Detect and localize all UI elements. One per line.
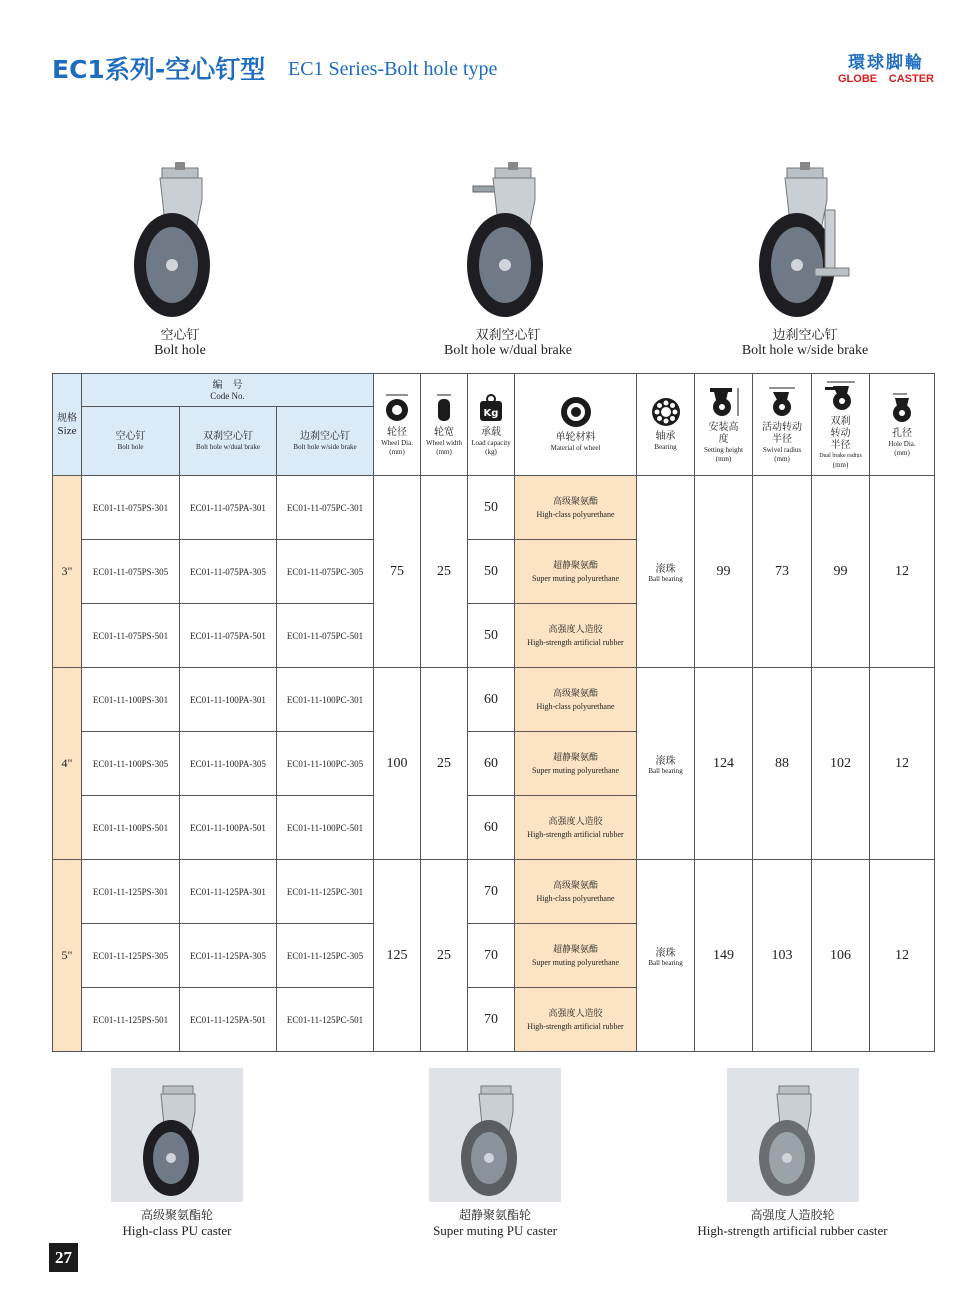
bearing-cell (637, 668, 695, 860)
bearing-cell (637, 860, 695, 1052)
code-dual-brake: EC01-11-100PA-305 (180, 732, 277, 796)
material-en: High-class polyurethane (536, 701, 615, 711)
product-caption-en: Bolt hole w/dual brake (444, 343, 572, 358)
sample-caption-en: High-strength artificial rubber caster (697, 1223, 888, 1238)
caster-photo (727, 1068, 859, 1202)
load-cell: 70 (468, 924, 515, 988)
code-header: 编 号 Code No. (82, 374, 374, 407)
code-side-brake: EC01-11-125PC-305 (277, 924, 374, 988)
col-swivel-radius: 活动转动半径 Swivel radius (mm) (753, 374, 812, 476)
svg-text:Kg: Kg (483, 407, 499, 419)
material-en: Super muting polyurethane (531, 957, 620, 967)
code-bolt-hole: EC01-11-125PS-305 (82, 924, 180, 988)
code-bolt-hole: EC01-11-100PS-501 (82, 796, 180, 860)
caster-dual-brake-icon (443, 160, 573, 320)
hole-diameter-icon (887, 392, 917, 424)
sample-caption-en: Super muting PU caster (433, 1223, 557, 1238)
hole-dia-cell: 12 (870, 476, 935, 668)
sample-caption-cn: 高级聚氨酯轮 (140, 1208, 213, 1222)
col-wheel-width: 轮宽 Wheel width (mm) (421, 374, 468, 476)
setting-height-cell: 124 (695, 668, 753, 860)
product-side-brake (705, 160, 905, 359)
size-cell: 5" (53, 860, 82, 1052)
col-setting-height: 安装高度 Setting height (mm) (695, 374, 753, 476)
material-cn: 高级聚氨酯 (553, 880, 599, 891)
load-cell: 60 (468, 668, 515, 732)
code-side-brake: EC01-11-075PC-305 (277, 540, 374, 604)
code-dual-brake: EC01-11-075PA-501 (180, 604, 277, 668)
code-dual-brake: EC01-11-125PA-305 (180, 924, 277, 988)
setting-height-cell: 99 (695, 476, 753, 668)
col-hole-dia: 孔径 Hole Dia. (mm) (870, 374, 935, 476)
load-cell: 60 (468, 796, 515, 860)
col-load: Kg 承载 Load capacity (kg) (468, 374, 515, 476)
load-cell: 70 (468, 860, 515, 924)
caster-icon (727, 1068, 859, 1202)
bearing-cn: 滚珠 (655, 756, 676, 767)
weight-kg-icon (478, 393, 504, 423)
dual-radius-cell: 102 (812, 668, 870, 860)
bearing-cell (637, 476, 695, 668)
product-caption-cn: 边刹空心钉 (772, 328, 838, 343)
code-col-dual-brake: 双刹空心钉 Bolt hole w/dual brake (180, 407, 277, 476)
material-en: Super muting polyurethane (531, 573, 620, 583)
caster-side-brake-icon (745, 160, 865, 320)
sample-caption-en: High-class PU caster (122, 1223, 232, 1238)
code-side-brake: EC01-11-075PC-301 (277, 476, 374, 540)
material-cn: 超静聚氨酯 (553, 752, 599, 763)
code-dual-brake: EC01-11-125PA-301 (180, 860, 277, 924)
load-cell: 50 (468, 604, 515, 668)
code-bolt-hole: EC01-11-075PS-501 (82, 604, 180, 668)
material-cn: 超静聚氨酯 (553, 944, 599, 955)
material-cn: 高强度人造胶 (548, 1008, 603, 1019)
brand-name-en-1: GLOBE (838, 73, 878, 85)
page-title: EC1系列-空心钉型 (52, 55, 266, 84)
size-cell: 3" (53, 476, 82, 668)
page-number: 27 (49, 1243, 78, 1272)
bearing-icon (651, 397, 681, 427)
hole-dia-cell: 12 (870, 668, 935, 860)
material-en: Super muting polyurethane (531, 765, 620, 775)
material-cell (515, 988, 637, 1052)
page-subtitle: EC1 Series-Bolt hole type (288, 58, 498, 80)
material-cell (515, 540, 637, 604)
sample-caption-cn: 高强度人造胶轮 (750, 1208, 835, 1222)
code-bolt-hole: EC01-11-125PS-501 (82, 988, 180, 1052)
wheel-width-cell: 25 (421, 860, 468, 1052)
product-dual-brake (408, 160, 608, 359)
product-caption-cn: 双刹空心钉 (475, 328, 541, 343)
code-bolt-hole: EC01-11-100PS-301 (82, 668, 180, 732)
code-side-brake: EC01-11-125PC-501 (277, 988, 374, 1052)
code-dual-brake: EC01-11-075PA-305 (180, 540, 277, 604)
code-side-brake: EC01-11-125PC-301 (277, 860, 374, 924)
material-cell (515, 796, 637, 860)
material-cn: 高级聚氨酯 (553, 496, 599, 507)
spec-table (52, 373, 935, 1052)
brand-logo (836, 48, 936, 85)
code-col-bolt-hole: 空心钉 Bolt hole (82, 407, 180, 476)
size-cell: 4" (53, 668, 82, 860)
caster-icon (111, 1068, 243, 1202)
product-caption-en: Bolt hole (154, 343, 206, 358)
material-cell (515, 604, 637, 668)
code-col-side-brake: 边刹空心钉 Bolt hole w/side brake (277, 407, 374, 476)
code-side-brake: EC01-11-075PC-501 (277, 604, 374, 668)
code-side-brake: EC01-11-100PC-301 (277, 668, 374, 732)
material-en: High-class polyurethane (536, 509, 615, 519)
material-cn: 超静聚氨酯 (553, 560, 599, 571)
load-cell: 50 (468, 476, 515, 540)
product-bolt-hole (80, 160, 280, 359)
swivel-radius-cell: 103 (753, 860, 812, 1052)
col-material: 单轮材料 Material of wheel (515, 374, 637, 476)
sample-caption-cn: 超静聚氨酯轮 (458, 1208, 531, 1222)
code-dual-brake: EC01-11-100PA-301 (180, 668, 277, 732)
dual-radius-cell: 99 (812, 476, 870, 668)
material-cn: 高强度人造胶 (548, 624, 603, 635)
code-bolt-hole: EC01-11-125PS-301 (82, 860, 180, 924)
dual-brake-radius-icon (823, 380, 859, 412)
material-en: High-strength artificial rubber (527, 637, 624, 647)
col-bearing: 轴承 Bearing (637, 374, 695, 476)
wheel-material-icon (560, 396, 592, 428)
hole-dia-cell: 12 (870, 860, 935, 1052)
size-header: 规格 Size (53, 374, 82, 476)
bearing-en: Ball bearing (648, 767, 683, 775)
bearing-en: Ball bearing (648, 575, 683, 583)
wheel-width-cell: 25 (421, 476, 468, 668)
sample-muting-caster (405, 1068, 585, 1239)
sample-pu-caster (98, 1068, 256, 1239)
caster-photo (429, 1068, 561, 1202)
wheel-dia-cell: 100 (374, 668, 421, 860)
material-en: High-strength artificial rubber (527, 829, 624, 839)
caster-icon (429, 1068, 561, 1202)
bearing-cn: 滚珠 (655, 948, 676, 959)
material-cell (515, 476, 637, 540)
code-bolt-hole: EC01-11-075PS-301 (82, 476, 180, 540)
code-dual-brake: EC01-11-125PA-501 (180, 988, 277, 1052)
wheel-width-cell: 25 (421, 668, 468, 860)
wheel-diameter-icon (384, 393, 410, 423)
bearing-cn: 滚珠 (655, 564, 676, 575)
load-cell: 60 (468, 732, 515, 796)
swivel-radius-icon (765, 386, 799, 418)
material-cell (515, 668, 637, 732)
product-caption-en: Bolt hole w/side brake (741, 343, 869, 358)
code-bolt-hole: EC01-11-100PS-305 (82, 732, 180, 796)
table-row (53, 476, 935, 540)
code-side-brake: EC01-11-100PC-305 (277, 732, 374, 796)
load-cell: 70 (468, 988, 515, 1052)
code-dual-brake: EC01-11-100PA-501 (180, 796, 277, 860)
code-dual-brake: EC01-11-075PA-301 (180, 476, 277, 540)
bearing-en: Ball bearing (648, 959, 683, 967)
load-cell: 50 (468, 540, 515, 604)
material-cn: 高强度人造胶 (548, 816, 603, 827)
swivel-radius-cell: 88 (753, 668, 812, 860)
material-en: High-class polyurethane (536, 893, 615, 903)
code-side-brake: EC01-11-100PC-501 (277, 796, 374, 860)
material-cell (515, 732, 637, 796)
material-en: High-strength artificial rubber (527, 1021, 624, 1031)
sample-rubber-caster (690, 1068, 895, 1239)
wheel-dia-cell: 125 (374, 860, 421, 1052)
material-cell (515, 924, 637, 988)
caster-photo (111, 1068, 243, 1202)
brand-name-en-2: CASTER (888, 73, 934, 85)
material-cell (515, 860, 637, 924)
caster-icon (120, 160, 240, 320)
code-bolt-hole: EC01-11-075PS-305 (82, 540, 180, 604)
wheel-dia-cell: 75 (374, 476, 421, 668)
setting-height-cell: 149 (695, 860, 753, 1052)
setting-height-icon (706, 386, 742, 418)
dual-radius-cell: 106 (812, 860, 870, 1052)
brand-name-cn: 環球脚輪 (848, 53, 924, 73)
swivel-radius-cell: 73 (753, 476, 812, 668)
table-row (53, 668, 935, 732)
material-cn: 高级聚氨酯 (553, 688, 599, 699)
wheel-width-icon (433, 393, 455, 423)
product-caption-cn: 空心钉 (160, 328, 200, 343)
table-row (53, 860, 935, 924)
col-wheel-dia: 轮径 Wheel Dia. (mm) (374, 374, 421, 476)
col-dual-brake-radius: 双刹转动半径 Dual brake radius (mm) (812, 374, 870, 476)
